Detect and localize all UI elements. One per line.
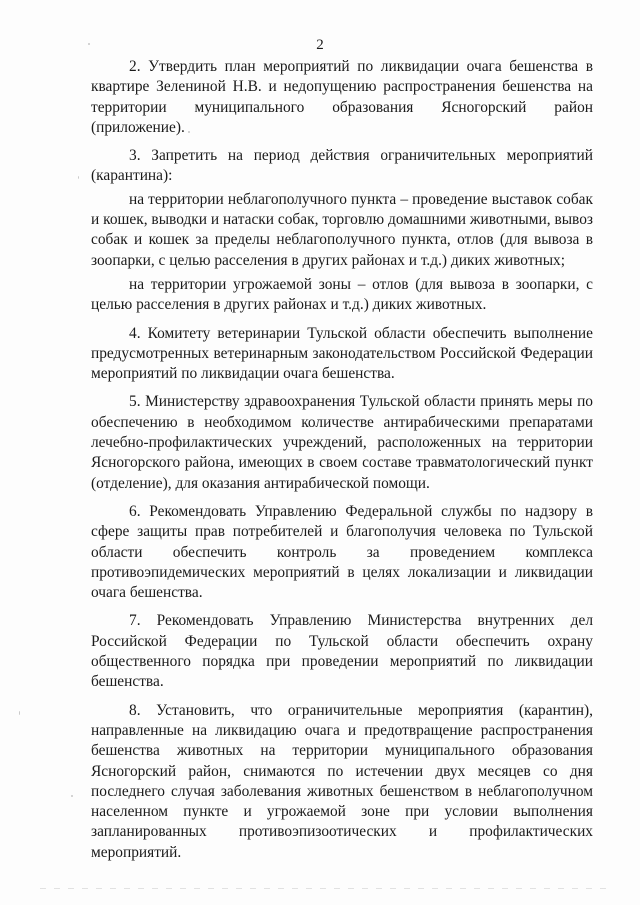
paragraph-item-6: 6. Рекомендовать Управлению Федеральной службы по надзору в сфере защиты прав потребителей и благополучия человека по Тульской области обеспечить контроль за проведением комплекса противоэпидемических мероприятий в целях локализации и ликвидации очага бешенства. <box>91 502 593 602</box>
paragraph-item-7: 7. Рекомендовать Управлению Министерства внутренних дел Российской Федерации по Тульской области обеспечить охрану общественного порядка при проведении мероприятий по ликвидации бешенства. <box>91 612 593 691</box>
paragraph-item-3-subitem-threat-zone: на территории угрожаемой зоны – отлов (для вывоза в зоопарки, с целью расселения в других районах и т.д.) диких животных. <box>91 275 593 314</box>
paragraph-item-3: 3. Запретить на период действия ограничительных мероприятий (карантина): <box>91 147 593 185</box>
scan-speck <box>19 711 20 715</box>
document-body <box>91 57 593 871</box>
paragraph-item-4: 4. Комитету ветеринарии Тульской области обеспечить выполнение предусмотренных ветеринарным законодательством Российской Федерации мероприятий по ликвидации очага бешенства. <box>91 324 593 383</box>
scan-speck <box>188 131 190 133</box>
scan-edge-line <box>40 888 610 889</box>
paragraph-item-8: 8. Установить, что ограничительные мероприятия (карантин), направленные на ликвидацию очага и предотвращение распространения бешенства животных на территории муниципального образования Ясногорский район, снимаются по истечении двух месяцев со дня последнего случая заболевания животных бешенством в неблагополучном населенном пункте и угрожаемой зоне при условии выполнения запланированных противоэпизоотических и профилактических мероприятий. <box>91 701 593 861</box>
page-number: 2 <box>316 37 324 53</box>
scan-speck <box>78 176 79 179</box>
scan-speck <box>71 795 73 797</box>
paragraph-item-2: 2. Утвердить план мероприятий по ликвидации очага бешенства в квартире Зелениной Н.В. и недопущению распространения бешенства на территории муниципального образования Ясногорский район (приложение). <box>91 58 593 136</box>
paragraph-item-3-subitem-unsafe-area: на территории неблагополучного пункта – проведение выставок собак и кошек, выводки и натаски собак, торговлю домашними животными, вывоз собак и кошек за пределы неблагополучного пункта, отлов (для вывоза в зоопарки, с целью расселения в других районах и т.д.) диких животных; <box>91 190 593 269</box>
paragraph-item-5: 5. Министерству здравоохранения Тульской области принять меры по обеспечению в необходимом количестве антирабическими препаратами лечебно-профилактических учреждений, расположенных на территории Ясногорского района, имеющих в своем составе травматологический пункт (отделение), для оказания антирабической помощи. <box>91 393 593 492</box>
scan-speck <box>88 43 90 45</box>
